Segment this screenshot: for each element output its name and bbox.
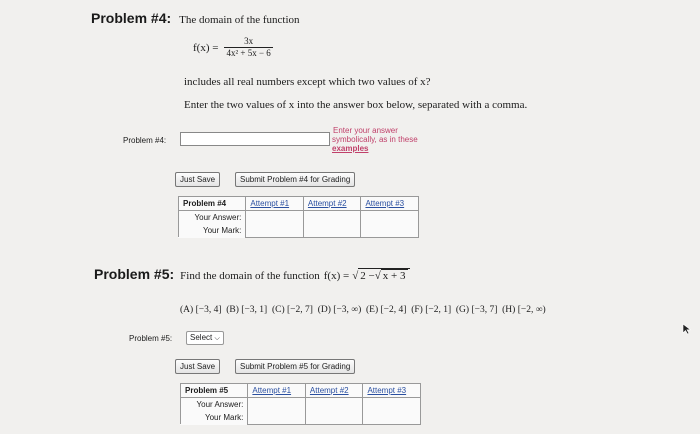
option-a: (A) [−3, 4] bbox=[180, 305, 222, 315]
fraction-numerator: 3x bbox=[244, 36, 254, 46]
attempt-2-link[interactable]: Attempt #2 bbox=[303, 197, 361, 211]
option-f: (F) [−2, 1] bbox=[411, 305, 452, 315]
problem-4-submit-button[interactable]: Submit Problem #4 for Grading bbox=[235, 172, 355, 187]
table-row bbox=[181, 398, 421, 412]
table-header-row bbox=[181, 384, 421, 398]
problem-5-submit-button[interactable]: Submit Problem #5 for Grading bbox=[235, 359, 355, 374]
attempt-1-link[interactable]: Attempt #1 bbox=[248, 384, 306, 398]
table-header-problem: Problem #4 bbox=[179, 197, 246, 211]
problem-5-answer-label: Problem #5: bbox=[129, 334, 173, 343]
option-c: (C) [−2, 7] bbox=[271, 305, 313, 315]
problem-4-function bbox=[193, 36, 273, 59]
attempt-1-cell bbox=[246, 211, 304, 238]
sqrt-icon: √ bbox=[352, 270, 359, 282]
attempt-2-link[interactable]: Attempt #2 bbox=[305, 384, 363, 398]
option-h: (H) [−2, ∞) bbox=[502, 305, 546, 315]
problem-4-title: Problem #4: bbox=[91, 10, 172, 26]
table-header-problem: Problem #5 bbox=[181, 384, 248, 398]
attempt-1-cell bbox=[248, 398, 306, 425]
function-fraction bbox=[224, 36, 272, 59]
problem-4-attempts-table bbox=[178, 196, 419, 238]
problem-5-heading bbox=[94, 266, 410, 282]
attempt-3-cell bbox=[361, 211, 419, 238]
chevron-down-icon: ⌵ bbox=[214, 335, 220, 342]
your-answer-label: Your Answer: bbox=[179, 211, 246, 225]
radical-body bbox=[358, 268, 409, 282]
sqrt-icon: √ bbox=[374, 270, 381, 282]
problem-5-title: Problem #5: bbox=[94, 266, 175, 282]
problem-5-radical bbox=[352, 268, 409, 282]
attempt-3-cell bbox=[363, 398, 421, 425]
table-header-row bbox=[179, 197, 419, 211]
fraction-denominator: 4x² + 5x − 6 bbox=[226, 48, 271, 58]
hint-line-1: Enter your answer bbox=[333, 126, 398, 135]
table-row bbox=[179, 211, 419, 225]
option-b: (B) [−3, 1] bbox=[226, 305, 268, 315]
your-mark-label: Your Mark: bbox=[179, 224, 246, 237]
option-d: (D) [−3, ∞) bbox=[317, 305, 362, 315]
radical-outer: 2 − bbox=[360, 270, 375, 282]
problem-4-intro: The domain of the function bbox=[179, 14, 300, 26]
cursor-icon bbox=[682, 322, 692, 340]
radical-inner: x + 3 bbox=[382, 270, 406, 282]
hint-line-2: symbolically, as in these bbox=[332, 135, 418, 144]
function-lhs: f(x) = bbox=[193, 41, 219, 54]
option-g: (G) [−3, 7] bbox=[455, 305, 498, 315]
attempt-2-cell bbox=[305, 398, 363, 425]
problem-5-attempts-table bbox=[180, 383, 421, 425]
problem-4-instruction: Enter the two values of x into the answer box below, separated with a comma. bbox=[184, 99, 528, 111]
option-e: (E) [−2, 4] bbox=[366, 305, 407, 315]
answer-hint bbox=[332, 126, 418, 153]
problem-5-select[interactable] bbox=[186, 331, 224, 345]
problem-5-just-save-button[interactable]: Just Save bbox=[175, 359, 220, 374]
attempt-3-link[interactable]: Attempt #3 bbox=[363, 384, 421, 398]
problem-4-answer-label: Problem #4: bbox=[123, 136, 167, 145]
attempt-1-link[interactable]: Attempt #1 bbox=[246, 197, 304, 211]
problem-5-prompt: Find the domain of the function bbox=[180, 270, 320, 282]
problem-5-function-lhs: f(x) = bbox=[323, 270, 350, 282]
your-answer-label: Your Answer: bbox=[181, 398, 248, 412]
problem-4-question: includes all real numbers except which two values of x? bbox=[184, 76, 431, 88]
your-mark-label: Your Mark: bbox=[181, 411, 248, 424]
attempt-3-link[interactable]: Attempt #3 bbox=[361, 197, 419, 211]
problem-4-answer-input[interactable] bbox=[180, 132, 330, 146]
select-value: Select bbox=[190, 333, 213, 342]
problem-5-options bbox=[180, 305, 546, 315]
problem-4-heading bbox=[91, 10, 300, 28]
problem-4-just-save-button[interactable]: Just Save bbox=[175, 172, 220, 187]
examples-link[interactable]: examples bbox=[332, 144, 369, 153]
attempt-2-cell bbox=[303, 211, 361, 238]
